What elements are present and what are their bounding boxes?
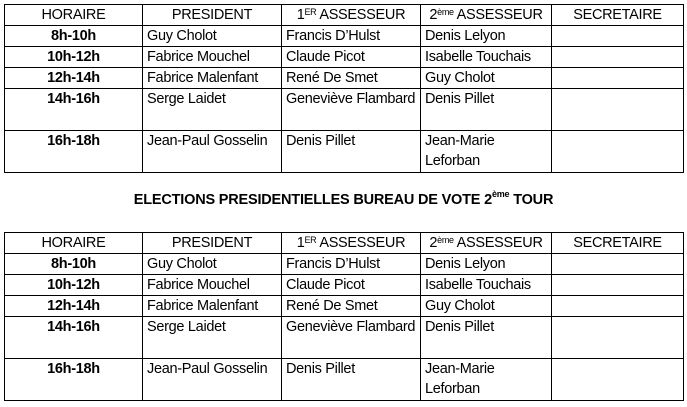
cell-assesseur-1: Claude Picot [282,275,421,296]
header-president: PRESIDENT [143,5,282,26]
section-title-suffix: TOUR [509,192,554,208]
table-row [5,254,684,275]
schedule-table-first-round [4,4,684,173]
cell-horaire: 8h-10h [5,254,143,275]
cell-assesseur-1: Denis Pillet [282,131,421,173]
cell-assesseur-2: Denis Lelyon [421,254,552,275]
cell-president: Fabrice Malenfant [143,68,282,89]
cell-horaire: 16h-18h [5,131,143,173]
cell-president: Guy Cholot [143,26,282,47]
cell-horaire: 16h-18h [5,359,143,401]
table-row [5,275,684,296]
header-assesseur-2-word: ASSESSEUR [453,235,543,251]
cell-horaire: 10h-12h [5,47,143,68]
header-assesseur-2 [421,233,552,254]
cell-horaire: 10h-12h [5,275,143,296]
cell-president: Fabrice Mouchel [143,275,282,296]
cell-assesseur-1: Francis D’Hulst [282,26,421,47]
cell-president: Fabrice Mouchel [143,47,282,68]
cell-horaire: 12h-14h [5,68,143,89]
section-title [0,189,687,208]
header-assesseur-1-sup: ER [304,235,317,245]
cell-horaire: 14h-16h [5,317,143,359]
header-assesseur-1-sup: ER [304,7,317,17]
cell-assesseur-2: Guy Cholot [421,296,552,317]
cell-assesseur-2: Denis Lelyon [421,26,552,47]
cell-secretaire [552,26,684,47]
table-row [5,131,684,173]
header-assesseur-2-sup: ème [437,7,454,17]
cell-president: Guy Cholot [143,254,282,275]
cell-assesseur-2: Jean-Marie Leforban [421,131,552,173]
cell-secretaire [552,68,684,89]
header-assesseur-2-num: 2 [429,235,438,251]
table-row [5,68,684,89]
cell-assesseur-2: Denis Pillet [421,317,552,359]
cell-horaire: 14h-16h [5,89,143,131]
header-row [5,5,684,26]
cell-assesseur-1: René De Smet [282,68,421,89]
header-assesseur-1-num: 1 [296,235,305,251]
cell-horaire: 8h-10h [5,26,143,47]
cell-assesseur-2: Isabelle Touchais [421,47,552,68]
cell-assesseur-2: Jean-Marie Leforban [421,359,552,401]
cell-secretaire [552,131,684,173]
cell-president: Fabrice Malenfant [143,296,282,317]
schedule-table-second-round [4,232,684,401]
header-assesseur-1-num: 1 [296,7,305,23]
cell-secretaire [552,317,684,359]
cell-assesseur-1: Francis D’Hulst [282,254,421,275]
table-row [5,317,684,359]
header-president: PRESIDENT [143,233,282,254]
table-row [5,89,684,131]
header-assesseur-2-word: ASSESSEUR [453,7,543,23]
header-assesseur-2 [421,5,552,26]
cell-president: Serge Laidet [143,89,282,131]
table-row [5,296,684,317]
cell-assesseur-2: Guy Cholot [421,68,552,89]
section-title-text: ELECTIONS PRESIDENTIELLES BUREAU DE VOTE 2 [133,192,492,208]
table-row [5,26,684,47]
section-title-sup: ème [491,189,510,199]
header-horaire: HORAIRE [5,5,143,26]
cell-secretaire [552,359,684,401]
header-assesseur-2-sup: ème [437,235,454,245]
cell-assesseur-1: Geneviève Flambard [282,317,421,359]
cell-assesseur-1: Geneviève Flambard [282,89,421,131]
table-row [5,47,684,68]
cell-horaire: 12h-14h [5,296,143,317]
cell-president: Serge Laidet [143,317,282,359]
header-secretaire: SECRETAIRE [552,233,684,254]
cell-secretaire [552,254,684,275]
cell-assesseur-2: Denis Pillet [421,89,552,131]
header-assesseur-1 [282,233,421,254]
cell-assesseur-1: René De Smet [282,296,421,317]
cell-assesseur-1: Denis Pillet [282,359,421,401]
cell-president: Jean-Paul Gosselin [143,359,282,401]
table-row [5,359,684,401]
header-assesseur-1 [282,5,421,26]
cell-president: Jean-Paul Gosselin [143,131,282,173]
header-horaire: HORAIRE [5,233,143,254]
cell-secretaire [552,296,684,317]
header-assesseur-1-word: ASSESSEUR [316,235,406,251]
cell-secretaire [552,275,684,296]
cell-secretaire [552,47,684,68]
cell-secretaire [552,89,684,131]
header-secretaire: SECRETAIRE [552,5,684,26]
cell-assesseur-1: Claude Picot [282,47,421,68]
header-row [5,233,684,254]
header-assesseur-2-num: 2 [429,7,438,23]
header-assesseur-1-word: ASSESSEUR [316,7,406,23]
cell-assesseur-2: Isabelle Touchais [421,275,552,296]
